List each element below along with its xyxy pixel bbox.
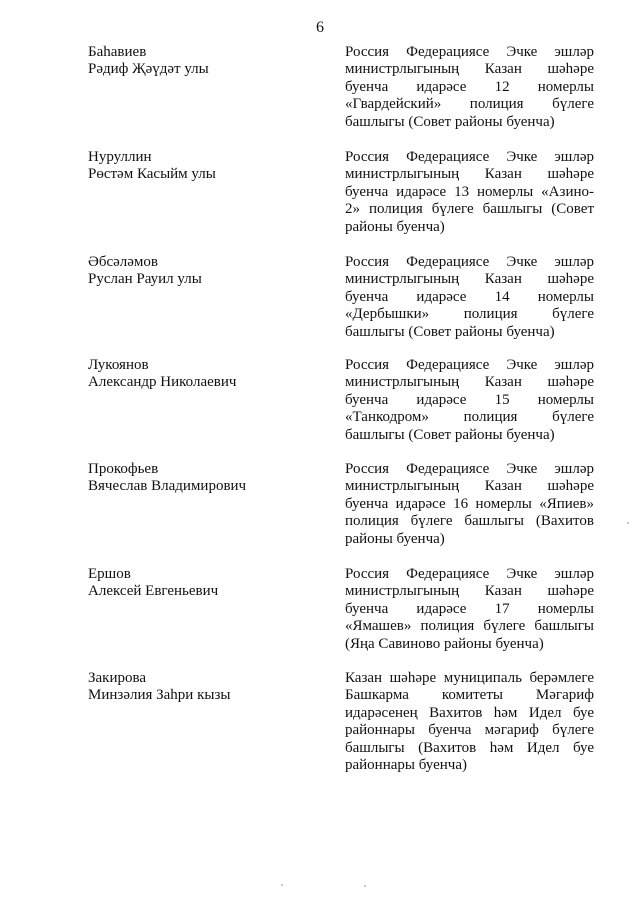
person-surname: Нуруллин bbox=[88, 149, 152, 165]
person-given-name: Александр Николаевич bbox=[88, 374, 237, 391]
position-line: Россия Федерациясе Эчке эшләр bbox=[345, 254, 594, 270]
position-line: «Танкодром» полиция бүлеге bbox=[345, 409, 594, 426]
position-description bbox=[345, 149, 594, 236]
position-line: башлыгы (Вахитов һәм Идел буе bbox=[345, 739, 594, 756]
position-description bbox=[345, 44, 594, 131]
position-line: полиция бүлеге башлыгы (Вахитов bbox=[345, 513, 594, 530]
person-name bbox=[88, 254, 328, 289]
position-line: Россия Федерациясе Эчке эшләр bbox=[345, 357, 594, 373]
person-given-name: Вячеслав Владимирович bbox=[88, 478, 247, 495]
position-description bbox=[345, 461, 594, 548]
position-line: 2» полиция бүлеге башлыгы (Совет bbox=[345, 201, 594, 218]
position-line: буенча идарәсе 14 номерлы bbox=[345, 288, 594, 305]
position-description bbox=[345, 254, 594, 341]
position-line: Россия Федерациясе Эчке эшләр bbox=[345, 461, 594, 477]
scan-speck bbox=[627, 522, 629, 524]
position-line: министрлыгының Казан шәһәре bbox=[345, 374, 594, 391]
page-number: 6 bbox=[316, 19, 324, 36]
person-name bbox=[88, 670, 328, 705]
position-line: министрлыгының Казан шәһәре bbox=[345, 478, 594, 495]
position-description bbox=[345, 357, 594, 444]
person-name bbox=[88, 357, 328, 392]
position-line: (Яңа Савиново районы буенча) bbox=[345, 635, 544, 652]
position-line: районнары буенча) bbox=[345, 757, 467, 774]
position-line: «Гвардейский» полиция бүлеге bbox=[345, 96, 594, 113]
position-line: буенча идарәсе 12 номерлы bbox=[345, 78, 594, 95]
person-surname: Баһавиев bbox=[88, 44, 147, 60]
position-line: башлыгы (Совет районы буенча) bbox=[345, 323, 555, 340]
person-given-name: Рөстәм Касыйм улы bbox=[88, 166, 216, 183]
position-line: башлыгы (Совет районы буенча) bbox=[345, 113, 555, 130]
person-name bbox=[88, 149, 328, 184]
person-given-name: Руслан Рауил улы bbox=[88, 271, 202, 288]
position-line: буенча идарәсе 17 номерлы bbox=[345, 600, 594, 617]
person-name bbox=[88, 461, 328, 496]
position-line: «Дербышки» полиция бүлеге bbox=[345, 306, 594, 323]
position-line: районы буенча) bbox=[345, 530, 445, 547]
person-given-name: Алексей Евгеньевич bbox=[88, 583, 219, 600]
position-line: Россия Федерациясе Эчке эшләр bbox=[345, 566, 594, 582]
position-line: районы буенча) bbox=[345, 218, 445, 235]
position-line: министрлыгының Казан шәһәре bbox=[345, 166, 594, 183]
position-line: министрлыгының Казан шәһәре bbox=[345, 583, 594, 600]
position-line: буенча идарәсе 13 номерлы «Азино- bbox=[345, 183, 594, 200]
position-line: буенча идарәсе 16 номерлы «Япиев» bbox=[345, 495, 594, 512]
person-surname: Прокофьев bbox=[88, 461, 159, 477]
position-line: башлыгы (Совет районы буенча) bbox=[345, 426, 555, 443]
position-description bbox=[345, 670, 594, 774]
person-surname: Әбсәләмов bbox=[88, 254, 158, 270]
position-line: министрлыгының Казан шәһәре bbox=[345, 271, 594, 288]
position-line: Россия Федерациясе Эчке эшләр bbox=[345, 149, 594, 165]
position-line: Россия Федерациясе Эчке эшләр bbox=[345, 44, 594, 60]
scan-speck bbox=[281, 884, 283, 886]
position-description bbox=[345, 566, 594, 653]
position-line: идарәсенең Вахитов һәм Идел буе bbox=[345, 704, 594, 721]
person-surname: Закирова bbox=[88, 670, 147, 686]
person-given-name: Минзәлия Заһри кызы bbox=[88, 687, 231, 704]
position-line: районнары буенча мәгариф бүлеге bbox=[345, 722, 594, 739]
scan-speck bbox=[364, 885, 366, 887]
person-name bbox=[88, 44, 328, 79]
position-line: буенча идарәсе 15 номерлы bbox=[345, 391, 594, 408]
person-surname: Ершов bbox=[88, 566, 131, 582]
person-surname: Лукоянов bbox=[88, 357, 149, 373]
position-line: министрлыгының Казан шәһәре bbox=[345, 61, 594, 78]
position-line: Казан шәһәре муниципаль берәмлеге bbox=[345, 670, 594, 686]
person-name bbox=[88, 566, 328, 601]
person-given-name: Рәдиф Җәүдәт улы bbox=[88, 61, 209, 78]
position-line: «Ямашев» полиция бүлеге башлыгы bbox=[345, 618, 594, 635]
position-line: Башкарма комитеты Мәгариф bbox=[345, 687, 594, 704]
